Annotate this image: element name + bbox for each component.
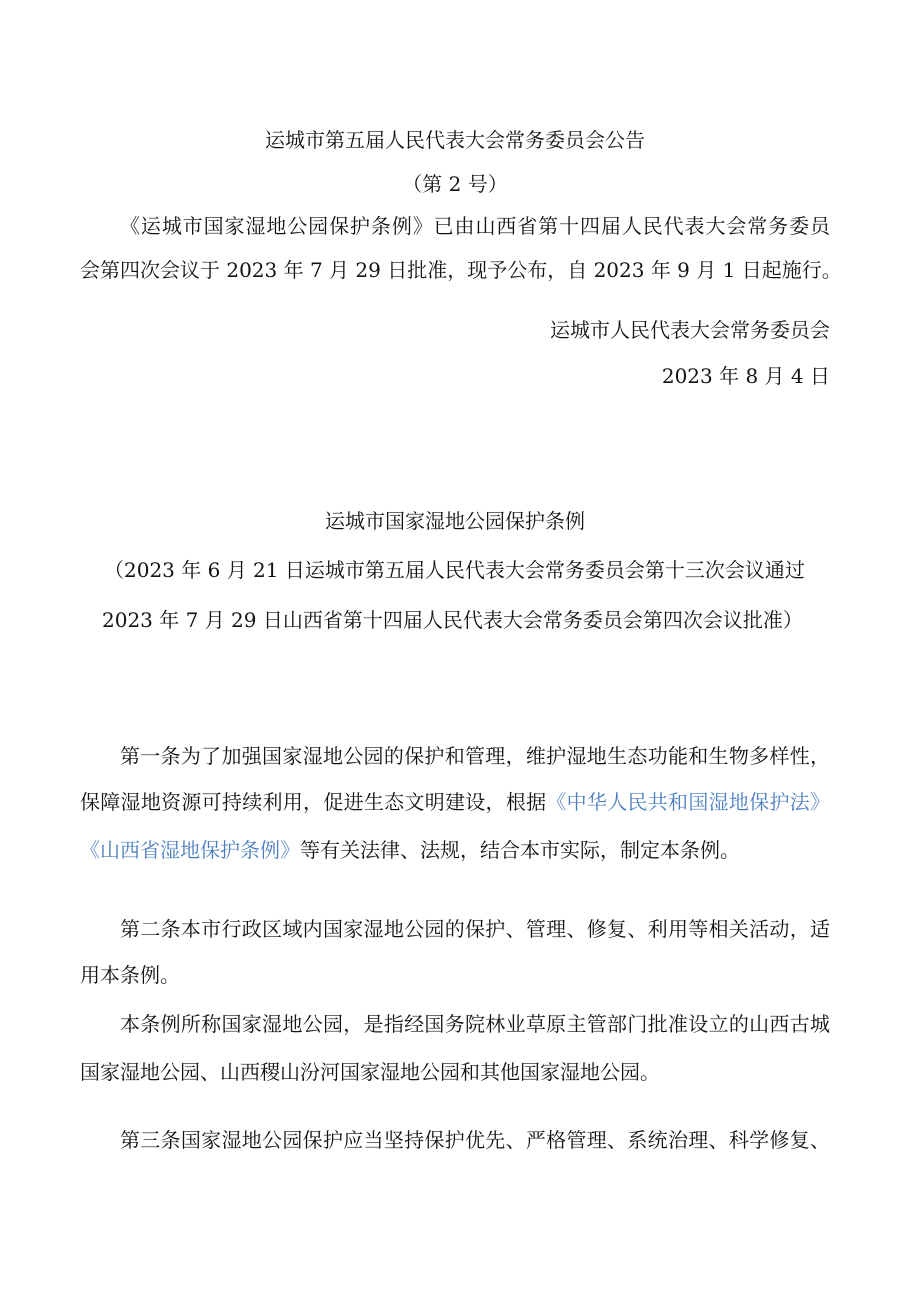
article1-line <box>80 787 830 817</box>
announcement-date: 2023 年 8 月 4 日 <box>661 364 830 388</box>
announcement-body-line: 会第四次会议于 2023 年 7 月 29 日批准，现予公布，自 2023 年 9 月 1 日起施行。 <box>80 258 842 282</box>
announcement-number: （第 2 号） <box>402 172 508 196</box>
announcement-title: 运城市第五届人民代表大会常务委员会公告 <box>265 128 645 152</box>
article1-line <box>80 835 830 865</box>
regulation-title: 运城市国家湿地公园保护条例 <box>325 509 585 533</box>
article2-para2-line: 本条例所称国家湿地公园，是指经国务院林业草原主管部门批准设立的山西古城 <box>120 1012 830 1036</box>
article1-line2-text: 保障湿地资源可持续利用，促进生态文明建设，根据 <box>80 790 547 814</box>
wetland-protection-law-link[interactable]: 《中华人民共和国湿地保护法》 <box>546 790 831 814</box>
article2-line: 第二条本市行政区域内国家湿地公园的保护、管理、修复、利用等相关活动，适 <box>120 917 830 941</box>
announcement-body-line: 《运城市国家湿地公园保护条例》已由山西省第十四届人民代表大会常务委员 <box>120 214 830 238</box>
article1-line: 第一条为了加强国家湿地公园的保护和管理，维护湿地生态功能和生物多样性， <box>120 744 830 768</box>
announcement-issuer: 运城市人民代表大会常务委员会 <box>550 318 830 342</box>
adoption-note-line: （2023 年 6 月 21 日运城市第五届人民代表大会常务委员会第十三次会议通过 <box>104 558 805 582</box>
article2-para2-line: 国家湿地公园、山西稷山汾河国家湿地公园和其他国家湿地公园。 <box>80 1060 660 1084</box>
article2-line: 用本条例。 <box>80 963 180 987</box>
article3-line: 第三条国家湿地公园保护应当坚持保护优先、严格管理、系统治理、科学修复、 <box>120 1128 830 1152</box>
article1-line3-text: 等有关法律、法规，结合本市实际，制定本条例。 <box>300 838 740 862</box>
adoption-note-line: 2023 年 7 月 29 日山西省第十四届人民代表大会常务委员会第四次会议批准） <box>102 608 803 632</box>
shanxi-wetland-regulation-link[interactable]: 《山西省湿地保护条例》 <box>80 838 300 862</box>
